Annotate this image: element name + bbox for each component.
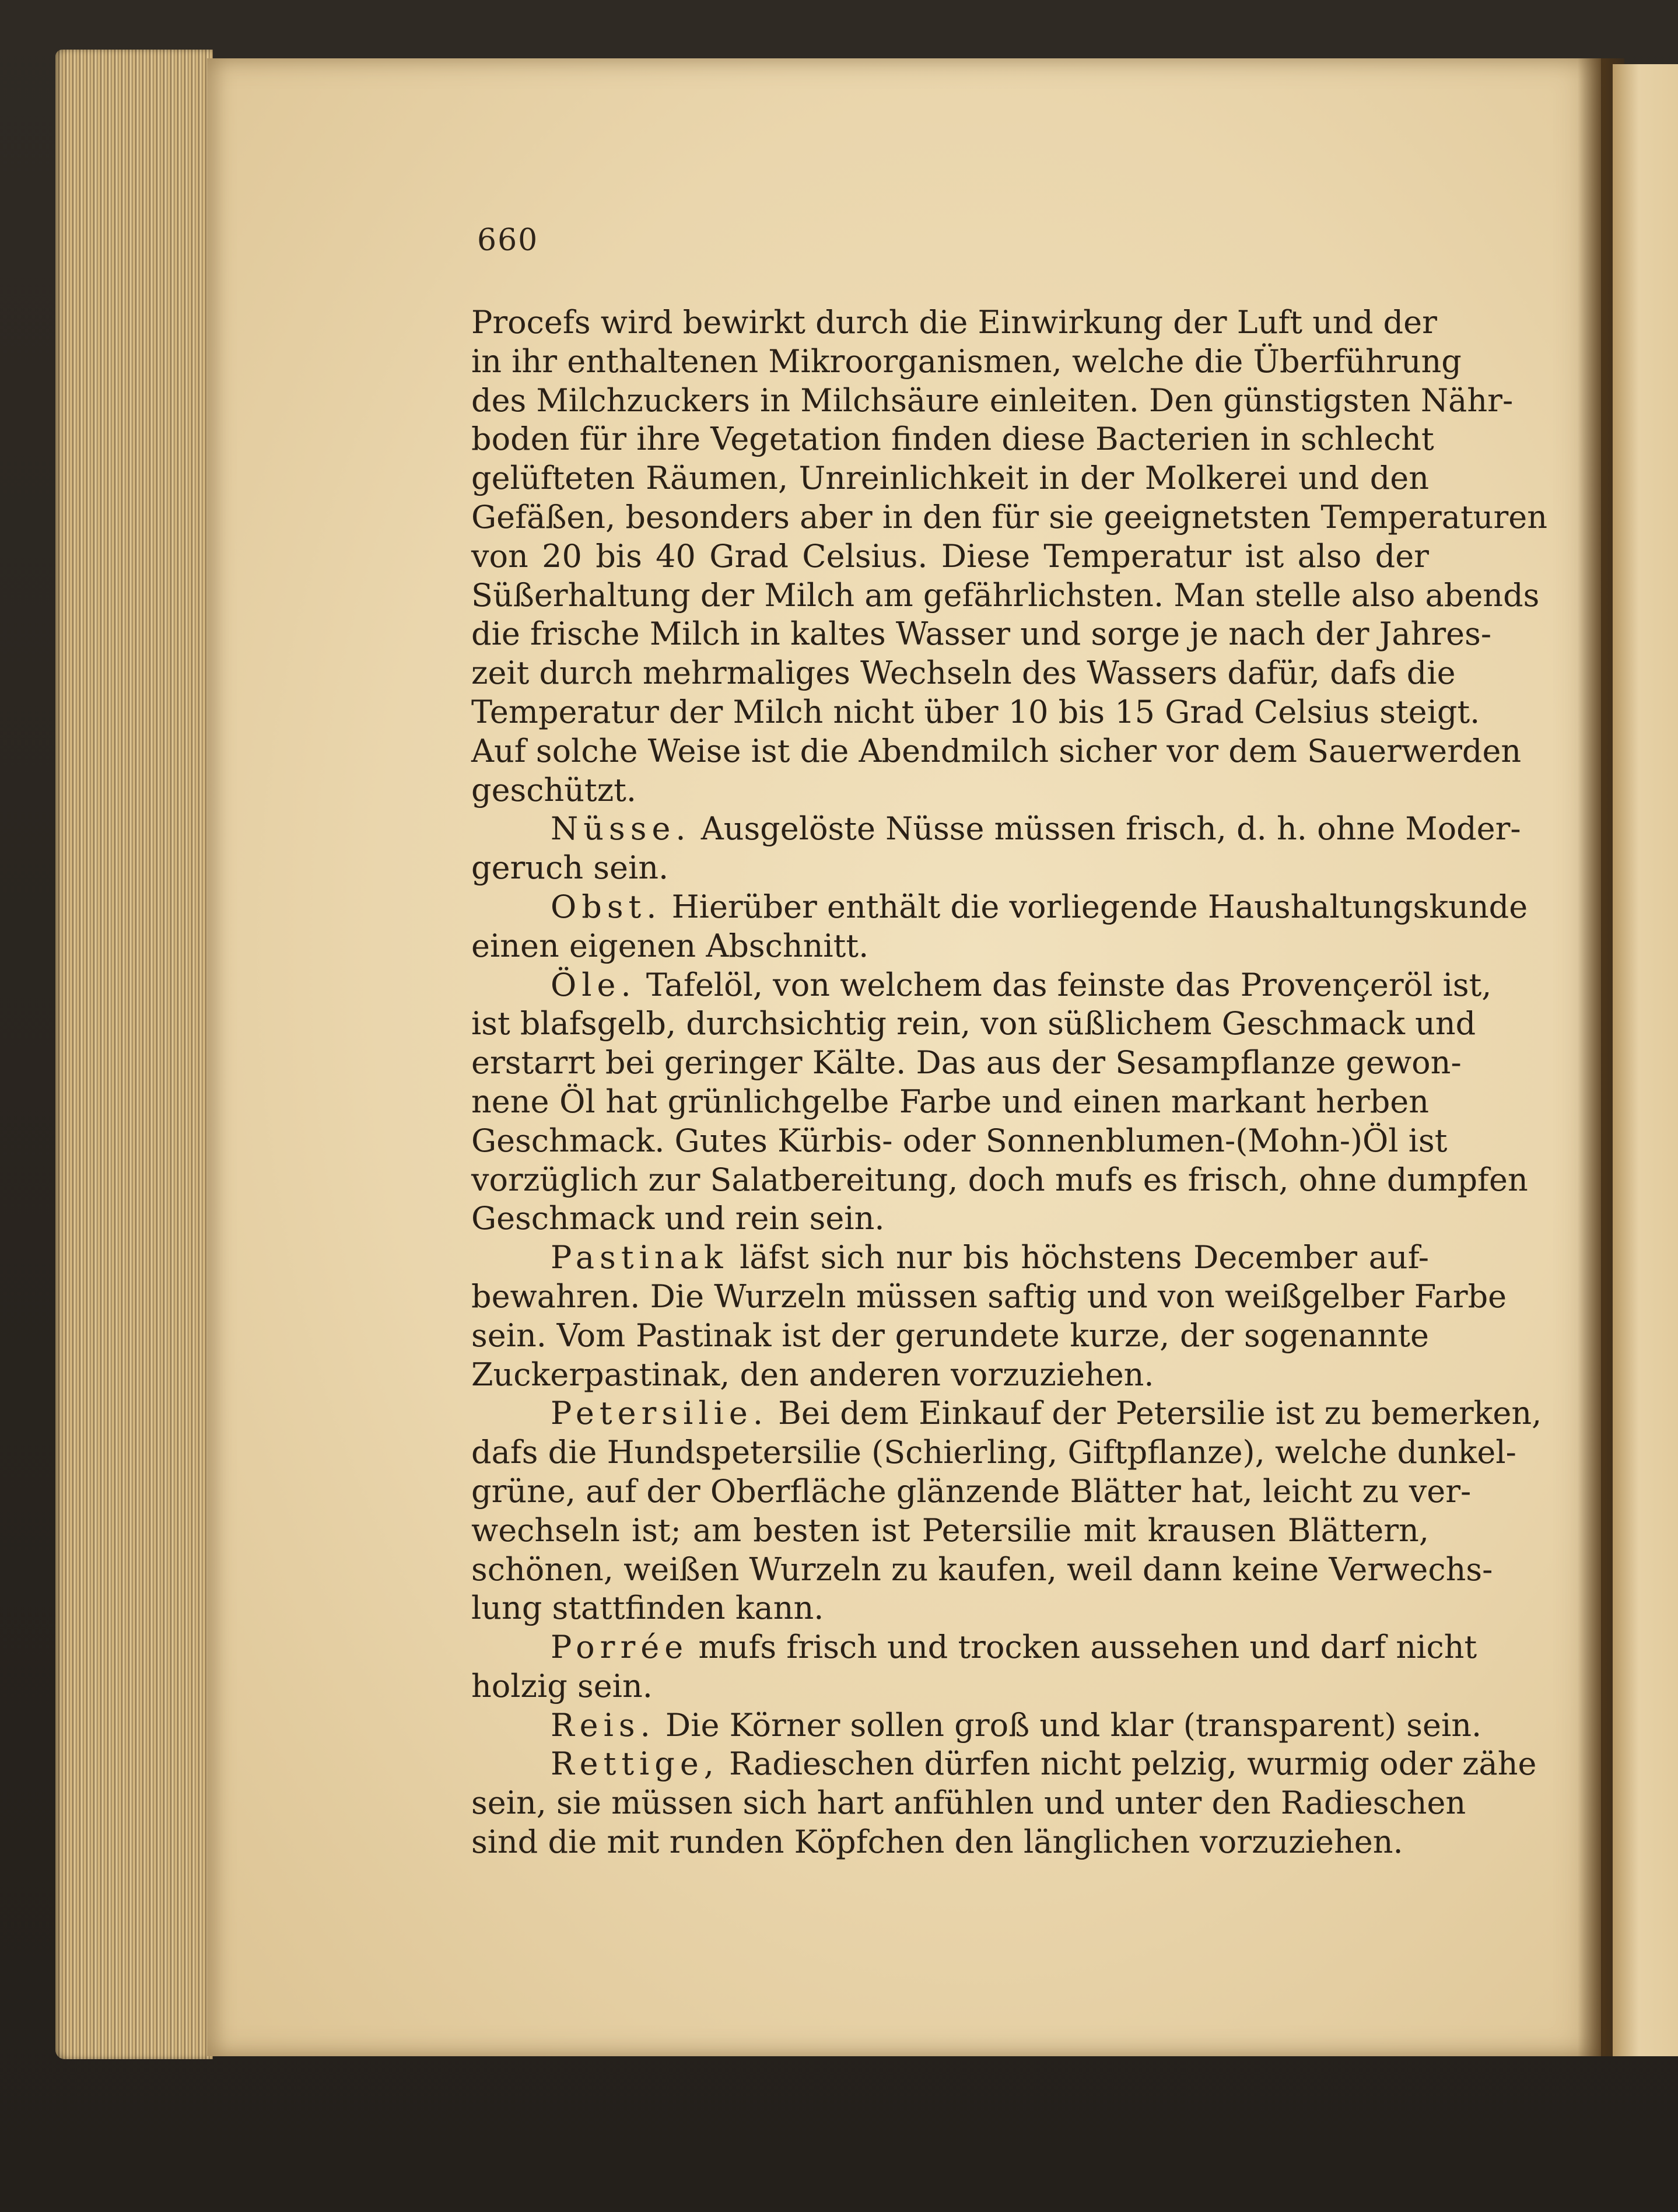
line-text: in ihr enthaltenen Mikroorganismen, welche die Überführung	[471, 342, 1462, 380]
text-line	[471, 459, 1429, 498]
line-text: Zuckerpastinak, den anderen vorzuziehen.	[471, 1356, 1154, 1393]
line-text: Bei dem Einkauf der Petersilie ist zu bemerken,	[768, 1395, 1542, 1432]
line-text: Die Körner sollen groß und klar (transparent) sein.	[655, 1706, 1482, 1744]
text-line	[471, 1238, 1429, 1278]
line-text: geschützt.	[471, 771, 637, 808]
line-text: holzig sein.	[471, 1667, 653, 1704]
entry-headword: Pastinak	[551, 1239, 728, 1276]
line-text: Temperatur der Milch nicht über 10 bis 15 Grad Celsius steigt.	[471, 693, 1480, 730]
line-text: erstarrt bei geringer Kälte. Das aus der Sesampflanze gewon-	[471, 1044, 1462, 1082]
text-line	[471, 1472, 1472, 1511]
facing-page-edge	[1613, 64, 1678, 2056]
line-text: zeit durch mehrmaliges Wechseln des Wassers dafür, dafs die	[471, 654, 1456, 692]
line-text: von 20 bis 40 Grad Celsius. Diese Temperatur ist also der	[471, 537, 1429, 575]
entry-headword: Porrée	[551, 1629, 689, 1666]
line-text: geruch sein.	[471, 849, 669, 887]
line-text: sind die mit runden Köpfchen den länglichen vorzuziehen.	[471, 1824, 1403, 1861]
line-text: lung stattfinden kann.	[471, 1590, 824, 1627]
text-line	[471, 1044, 1462, 1083]
text-line	[471, 1628, 1477, 1667]
text-line	[471, 615, 1492, 654]
text-line	[471, 1706, 1482, 1745]
text-line	[471, 732, 1522, 771]
line-text: Radieschen dürfen nicht pelzig, wurmig oder zähe	[719, 1745, 1537, 1783]
line-text: Geschmack und rein sein.	[471, 1200, 885, 1237]
text-line	[471, 1394, 1542, 1433]
entry-headword: Nüsse.	[551, 810, 691, 848]
text-line	[471, 303, 1437, 342]
line-text: Ausgelöste Nüsse müssen frisch, d. h. ohne Moder-	[691, 810, 1521, 848]
line-text: grüne, auf der Oberfläche glänzende Blätter hat, leicht zu ver-	[471, 1472, 1472, 1510]
text-line	[471, 382, 1514, 421]
entry-headword: Petersilie.	[551, 1395, 768, 1432]
line-text: mufs frisch und trocken aussehen und darf nicht	[688, 1629, 1477, 1666]
line-text: Gefäßen, besonders aber in den für sie geeignetsten Temperaturen	[471, 498, 1547, 536]
line-text: nene Öl hat grünlichgelbe Farbe und einen markant herben	[471, 1083, 1429, 1120]
line-text: Auf solche Weise ist die Abendmilch sicher vor dem Sauerwerden	[471, 732, 1522, 769]
text-line	[471, 1784, 1466, 1823]
text-line	[471, 1122, 1448, 1161]
text-line	[471, 1511, 1429, 1550]
page-number: 660	[477, 223, 539, 258]
line-text: Geschmack. Gutes Kürbis- oder Sonnenblumen-(Mohn-)Öl ist	[471, 1122, 1448, 1159]
entry-headword: Rettige,	[551, 1745, 719, 1783]
line-text: läfst sich nur bis höchstens December auf-	[728, 1239, 1429, 1276]
entry-headword: Öle.	[551, 966, 636, 1003]
line-text: Procefs wird bewirkt durch die Einwirkung der Luft und der	[471, 304, 1437, 341]
line-text: ist blafsgelb, durchsichtig rein, von süßlichem Geschmack und	[471, 1005, 1476, 1042]
line-text: sein, sie müssen sich hart anfühlen und unter den Radieschen	[471, 1784, 1466, 1822]
text-line	[471, 576, 1540, 615]
text-line	[471, 1161, 1528, 1200]
entry-headword: Reis.	[551, 1706, 656, 1744]
line-text: vorzüglich zur Salatbereitung, doch mufs es frisch, ohne dumpfen	[471, 1161, 1528, 1198]
page-edges	[55, 50, 213, 2059]
text-line	[471, 420, 1434, 459]
text-line	[471, 1005, 1476, 1044]
text-line	[471, 1083, 1429, 1122]
body-text	[471, 303, 1547, 1862]
text-line	[471, 1356, 1429, 1395]
text-line	[471, 966, 1492, 1005]
text-line	[471, 927, 1429, 966]
line-text: dafs die Hundspetersilie (Schierling, Giftpflanze), welche dunkel-	[471, 1434, 1516, 1471]
text-line	[471, 888, 1528, 927]
text-line	[471, 1433, 1516, 1472]
text-line	[471, 1589, 1429, 1628]
line-text: des Milchzuckers in Milchsäure einleiten. Den günstigsten Nähr-	[471, 382, 1514, 419]
text-line	[471, 1550, 1493, 1590]
text-line	[471, 537, 1429, 576]
line-text: die frische Milch in kaltes Wasser und sorge je nach der Jahres-	[471, 615, 1492, 653]
line-text: gelüfteten Räumen, Unreinlichkeit in der Molkerei und den	[471, 460, 1429, 497]
text-line	[471, 771, 1429, 810]
text-line	[471, 498, 1547, 537]
line-text: boden für ihre Vegetation finden diese Bacterien in schlecht	[471, 421, 1434, 458]
line-text: schönen, weißen Wurzeln zu kaufen, weil dann keine Verwechs-	[471, 1550, 1493, 1588]
line-text: Süßerhaltung der Milch am gefährlichsten. Man stelle also abends	[471, 576, 1540, 614]
text-line	[471, 849, 1429, 888]
text-line	[471, 1823, 1429, 1862]
text-line	[471, 810, 1521, 849]
line-text: wechseln ist; am besten ist Petersilie mit krausen Blättern,	[471, 1511, 1429, 1549]
line-text: Hierüber enthält die vorliegende Haushaltungskunde	[661, 888, 1528, 925]
text-line	[471, 1317, 1429, 1356]
text-line	[471, 1278, 1507, 1317]
text-line	[471, 1199, 1429, 1238]
line-text: einen eigenen Abschnitt.	[471, 927, 869, 964]
text-line	[471, 1745, 1537, 1784]
line-text: Tafelöl, von welchem das feinste das Provençeröl ist,	[636, 966, 1492, 1003]
text-line	[471, 693, 1480, 732]
line-text: bewahren. Die Wurzeln müssen saftig und von weißgelber Farbe	[471, 1278, 1507, 1315]
text-line	[471, 342, 1462, 382]
text-line	[471, 654, 1456, 693]
line-text: sein. Vom Pastinak ist der gerundete kurze, der sogenannte	[471, 1317, 1429, 1354]
entry-headword: Obst.	[551, 888, 662, 925]
text-line	[471, 1667, 1429, 1706]
